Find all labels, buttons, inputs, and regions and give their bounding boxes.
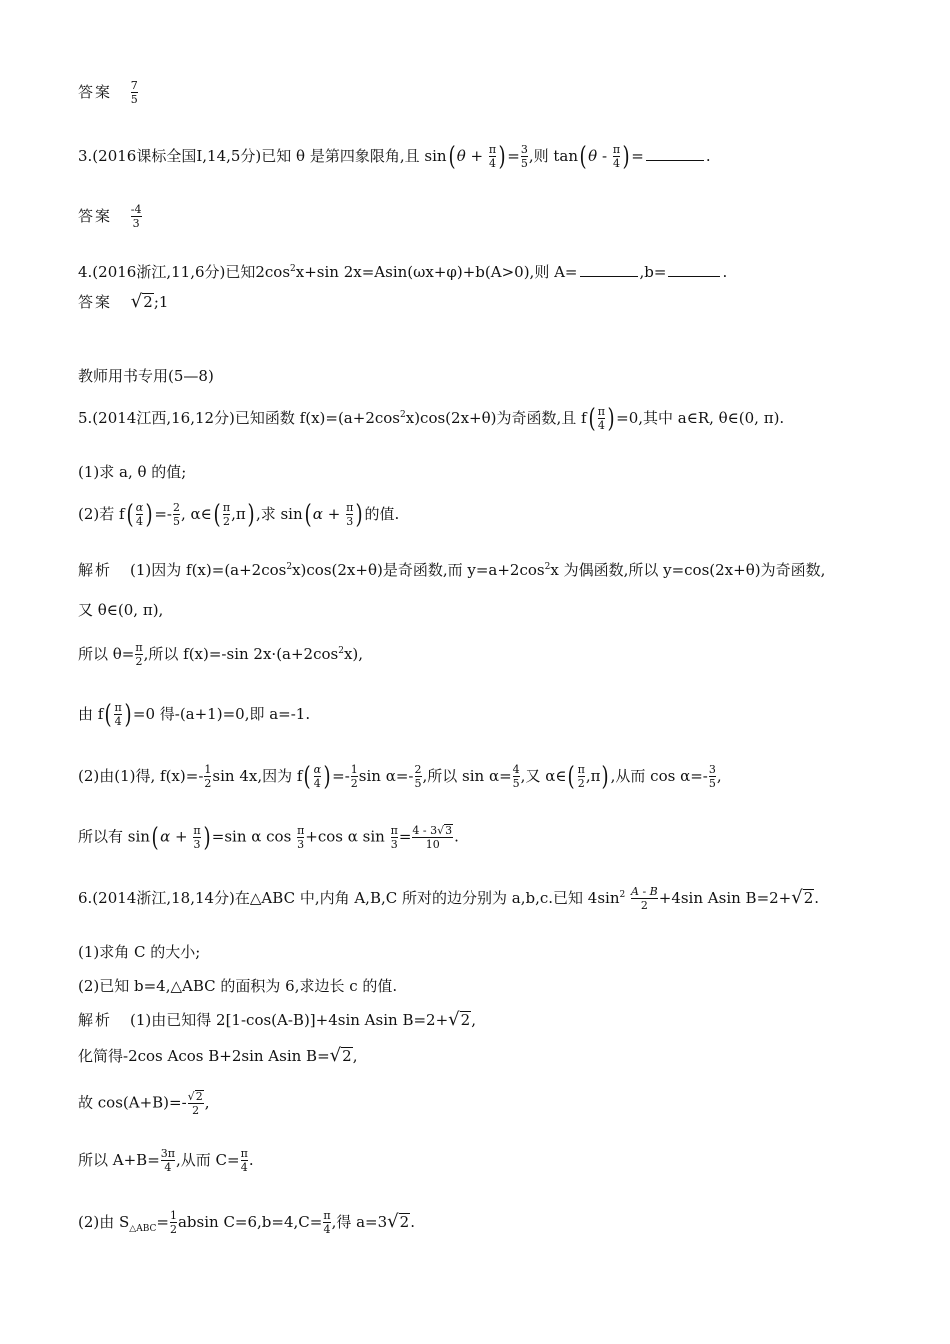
solution-6-line-3: 故 cos(A+B)=- $\frac{√2}{2}$ , (78, 1090, 210, 1117)
question-6-part-2: (2)已知 b=4,△ABC 的面积为 6,求边长 c 的值. (78, 977, 398, 995)
solution-6-line-1: 解析 (1)由已知得 2[1-cos(A-B)]+4sin Asin B=2+√2, (78, 1009, 476, 1030)
question-3: 3.(2016课标全国Ⅰ,14,5分)已知 θ 是第四象限角,且 sin( θ + $\frac{\pi}{4}$ ) = $\frac{3}{5}$ ,则 tan( θ - $\frac{\pi}{4}$ ) = . (78, 142, 711, 172)
solution-6-line-5: (2)由 $S_{\triangle ABC}=$ $\frac{1}{2}$ absin C=6,b=4,C= $\frac{\pi}{4}$ ,得 a=3√2. (78, 1209, 415, 1236)
question-5: 5.(2014江西,16,12分)已知函数 $f(x)=(a+2\cos^2x)\cos(2x+\theta)$为奇函数,且 f( $\frac{\pi}{4}$ ) =0,其中 a∈R, θ∈(0, π). (78, 404, 785, 434)
q4-answer: 答案 √2;1 (78, 291, 169, 312)
question-5-part-2: (2)若 f( $\frac{\alpha}{4}$ ) =- $\frac{2}{5}$ , α∈( $\frac{\pi}{2}$ ,π) ,求 sin( α + $\frac{\pi}{3}$ ) 的值. (78, 500, 400, 530)
solution-6-line-2: 化简得-2cos Acos B+2sin Asin B=√2, (78, 1045, 358, 1066)
solution-6-line-4: 所以 A+B= $\frac{3\pi}{4}$ ,从而 C= $\frac{\pi}{4}$ . (78, 1147, 254, 1174)
q3-answer: 答案 $\frac{-4}{3}$ (78, 203, 142, 230)
answer-label: 答案 (78, 83, 113, 101)
question-4: 4.(2016浙江,11,6分)已知$2\cos^2x+\sin$ 2x=Asin(ωx+φ)+b(A>0),则 A= ,b= . (78, 263, 728, 281)
answer-fraction: $\frac{7}{5}$ (130, 79, 138, 106)
question-6-part-1: (1)求角 C 的大小; (78, 943, 201, 961)
solution-5-line-2: 又 θ∈(0, π), (78, 601, 164, 619)
answer-blank-b (668, 276, 720, 277)
solution-5-line-1: 解析 (1)因为 $f(x)=(a+2\cos^2x)\cos(2x+\theta)$是奇函数,而 $y=a+2\cos^2x$ 为偶函数,所以 y=cos(2x+θ)为奇函数, (78, 561, 826, 579)
solution-5-line-3: 所以 θ= $\frac{\pi}{2}$ ,所以 f(x)=-sin $2x\cdot(a+2\cos^2x)$, (78, 641, 364, 668)
answer-blank (646, 160, 704, 161)
solution-5-line-6: 所以有 sin( α + $\frac{\pi}{3}$ ) =sin α cos $\frac{\pi}{3}$ +cos α sin $\frac{\pi}{3}$ = $\frac{4 - 3√3}{10}$ . (78, 822, 459, 853)
answer-blank-a (580, 276, 638, 277)
solution-5-line-5: (2)由(1)得, f(x)=- $\frac{1}{2}$ sin 4x,因为 f( $\frac{\alpha}{4}$ ) =- $\frac{1}{2}$ sin α=- $\frac{2}{5}$ ,所以 sin α= $\frac{4}{5}$ ,又 α∈( $\frac{\pi}{2}$ ,π) ,从而 cos α=- $\frac{3}{5}$ , (78, 762, 722, 792)
question-5-part-1: (1)求 a, θ 的值; (78, 463, 187, 481)
q2-answer (78, 80, 139, 106)
question-6: 6.(2014浙江,18,14分)在△ABC 中,内角 A,B,C 所对的边分别为 a,b,c.已知 $4\sin^2$ $\frac{A - B}{2}$ +4sin Asin B=2+√2. (78, 885, 820, 912)
solution-5-line-4: 由 f( $\frac{\pi}{4}$ ) =0 得-(a+1)=0,即 a=-1. (78, 700, 311, 730)
section-heading: 教师用书专用(5—8) (78, 367, 214, 385)
